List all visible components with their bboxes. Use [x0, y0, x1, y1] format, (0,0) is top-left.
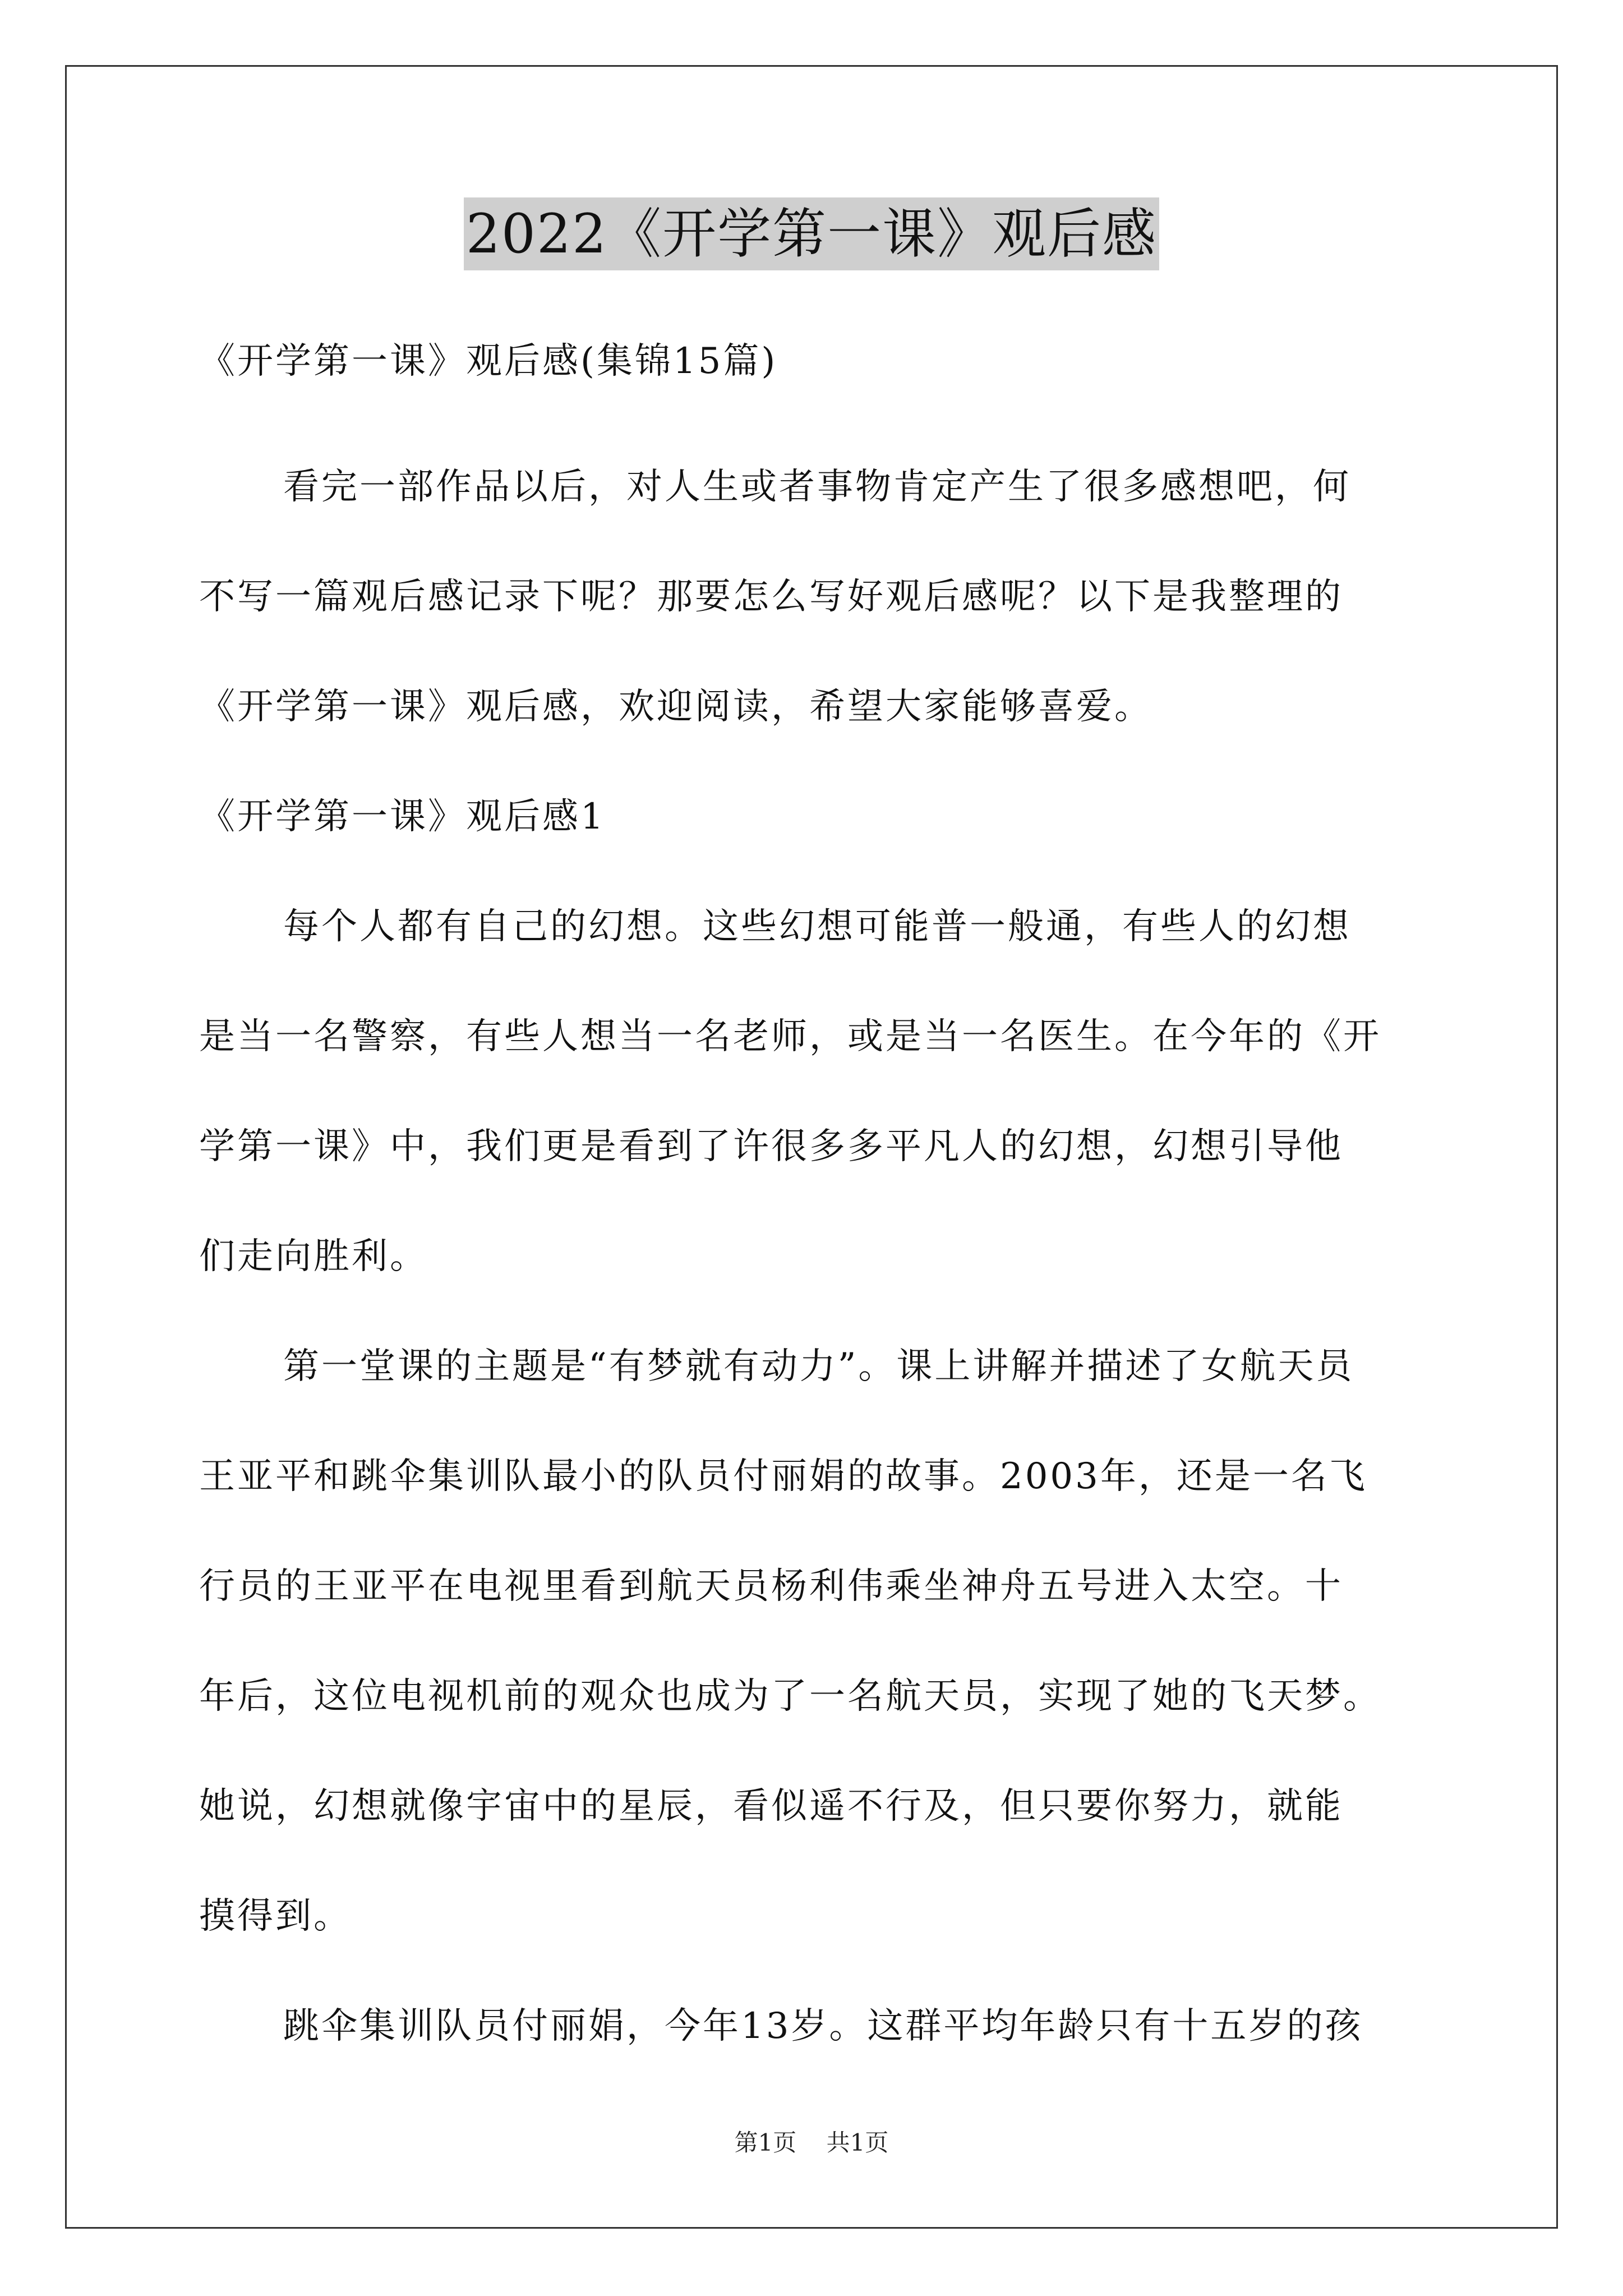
body-line: 们走向胜利。: [199, 1236, 428, 1277]
title-container: [0, 197, 1623, 270]
page-total: 共1页: [826, 2129, 889, 2156]
body-line: 她说，幻想就像宇宙中的星辰，看似遥不行及，但只要你努力，就能: [199, 1786, 1343, 1827]
body-line: 看完一部作品以后，对人生或者事物肯定产生了很多感想吧，何: [283, 466, 1351, 508]
body-line: 学第一课》中，我们更是看到了许很多多平凡人的幻想，幻想引导他: [199, 1126, 1343, 1167]
body-line: 年后，这位电视机前的观众也成为了一名航天员，实现了她的飞天梦。: [199, 1676, 1381, 1717]
page-footer: [0, 2126, 1623, 2160]
page-number: 第1页: [734, 2129, 797, 2156]
body-line: 跳伞集训队员付丽娟，今年13岁。这群平均年龄只有十五岁的孩: [283, 2005, 1363, 2047]
section-heading: 《开学第一课》观后感1: [199, 796, 606, 838]
body-line: 王亚平和跳伞集训队最小的队员付丽娟的故事。2003年，还是一名飞: [199, 1456, 1367, 1497]
body-line: 摸得到。: [199, 1895, 352, 1937]
subtitle-line: 《开学第一课》观后感(集锦15篇): [199, 341, 778, 382]
body-line: 是当一名警察，有些人想当一名老师，或是当一名医生。在今年的《开: [199, 1016, 1381, 1057]
body-line: 第一堂课的主题是“有梦就有动力”。课上讲解并描述了女航天员: [283, 1346, 1354, 1387]
body-line: 《开学第一课》观后感，欢迎阅读，希望大家能够喜爱。: [199, 686, 1152, 728]
body-line: 每个人都有自己的幻想。这些幻想可能普一般通，有些人的幻想: [283, 906, 1351, 947]
document-title: 2022《开学第一课》观后感: [464, 197, 1159, 270]
body-line: 行员的王亚平在电视里看到航天员杨利伟乘坐神舟五号进入太空。十: [199, 1566, 1343, 1607]
body-line: 不写一篇观后感记录下呢？那要怎么写好观后感呢？以下是我整理的: [199, 576, 1343, 618]
